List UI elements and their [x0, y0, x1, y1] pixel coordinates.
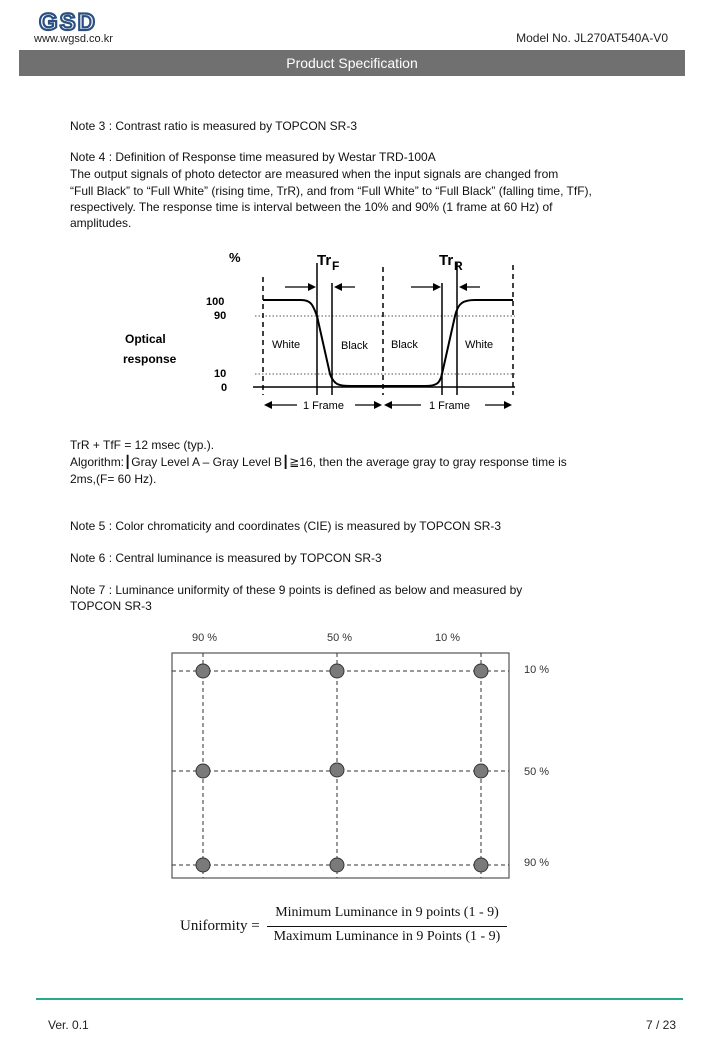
note-4-line-3: respectively. The response time is interval between the 10% and 90% (1 frame at 60 Hz) of — [70, 200, 553, 214]
measure-point — [474, 664, 488, 678]
row-label-10: 10 % — [524, 664, 550, 676]
black-label-2: Black — [391, 339, 418, 351]
measure-point — [330, 763, 344, 777]
column-label-50: 50 % — [327, 632, 353, 644]
note-4-line-2: “Full Black” to “Full White” (rising time, TrR), and from “Full White” to “Full Black” (falling time, TfF), — [70, 184, 592, 198]
trr-sub-label: R — [454, 259, 463, 273]
measure-point — [474, 858, 488, 872]
note-3: Note 3 : Contrast ratio is measured by TOPCON SR-3 — [70, 119, 357, 133]
row-label-50: 50 % — [524, 766, 550, 778]
black-label-1: Black — [341, 340, 368, 352]
formula-lhs: Uniformity = — [180, 918, 260, 934]
uniformity-formula — [180, 905, 510, 950]
trf-label: Tr — [317, 252, 332, 269]
white-label-2: White — [465, 339, 494, 351]
page-number: 7 / 23 — [645, 1018, 676, 1032]
frame-label-2: 1 Frame — [429, 400, 470, 412]
measure-point — [196, 858, 210, 872]
y-label-0: 0 — [221, 382, 228, 394]
column-label-10: 10 % — [435, 632, 461, 644]
frame-label-1: 1 Frame — [303, 400, 344, 412]
algorithm-line-2: 2ms,(F= 60 Hz). — [70, 472, 157, 486]
formula-numerator: Minimum Luminance in 9 points (1 - 9) — [275, 905, 499, 920]
y-label-100: 100 — [206, 296, 225, 308]
note-4-line-1: The output signals of photo detector are measured when the input signals are changed from — [70, 167, 559, 181]
note-6: Note 6 : Central luminance is measured by TOPCON SR-3 — [70, 551, 382, 565]
measure-point — [330, 858, 344, 872]
response-label: response — [123, 352, 177, 366]
page-header — [0, 0, 720, 80]
note-4-line-4: amplitudes. — [70, 216, 132, 230]
algorithm-line-1: Algorithm:┃Gray Level A – Gray Level B┃≧16, then the average gray to gray response time is — [70, 455, 567, 469]
version-label: Ver. 0.1 — [48, 1018, 89, 1032]
measure-point — [474, 764, 488, 778]
y-label-90: 90 — [214, 310, 227, 322]
measure-point — [330, 664, 344, 678]
percent-label: % — [229, 250, 241, 265]
y-label-10: 10 — [214, 368, 227, 380]
trf-sub-label: F — [332, 259, 340, 273]
note-7-line-2: TOPCON SR-3 — [70, 599, 152, 613]
page-title: Product Specification — [19, 50, 685, 76]
svg-text:GSD: GSD — [38, 10, 98, 34]
optical-label: Optical — [125, 332, 166, 346]
note-5: Note 5 : Color chromaticity and coordinates (CIE) is measured by TOPCON SR-3 — [70, 519, 502, 533]
measure-point — [196, 664, 210, 678]
note-4-title: Note 4 : Definition of Response time measured by Westar TRD-100A — [70, 150, 436, 164]
website-url: www.wgsd.co.kr — [34, 33, 113, 45]
footer-divider — [36, 998, 683, 1000]
response-time-value: TrR + TfF = 12 msec (typ.). — [70, 438, 215, 452]
row-label-90: 90 % — [524, 857, 550, 869]
measure-point — [196, 764, 210, 778]
response-time-diagram — [115, 245, 525, 417]
note-7-line-1: Note 7 : Luminance uniformity of these 9 points is defined as below and measured by — [70, 583, 523, 597]
column-label-90: 90 % — [192, 632, 218, 644]
uniformity-9-point-diagram — [160, 627, 560, 882]
formula-denominator: Maximum Luminance in 9 Points (1 - 9) — [273, 929, 501, 944]
fraction-bar — [267, 926, 507, 927]
model-number: Model No. JL270AT540A-V0 — [516, 31, 668, 45]
trr-label: Tr — [439, 252, 454, 269]
white-label-1: White — [272, 339, 301, 351]
gsd-logo — [34, 10, 102, 34]
